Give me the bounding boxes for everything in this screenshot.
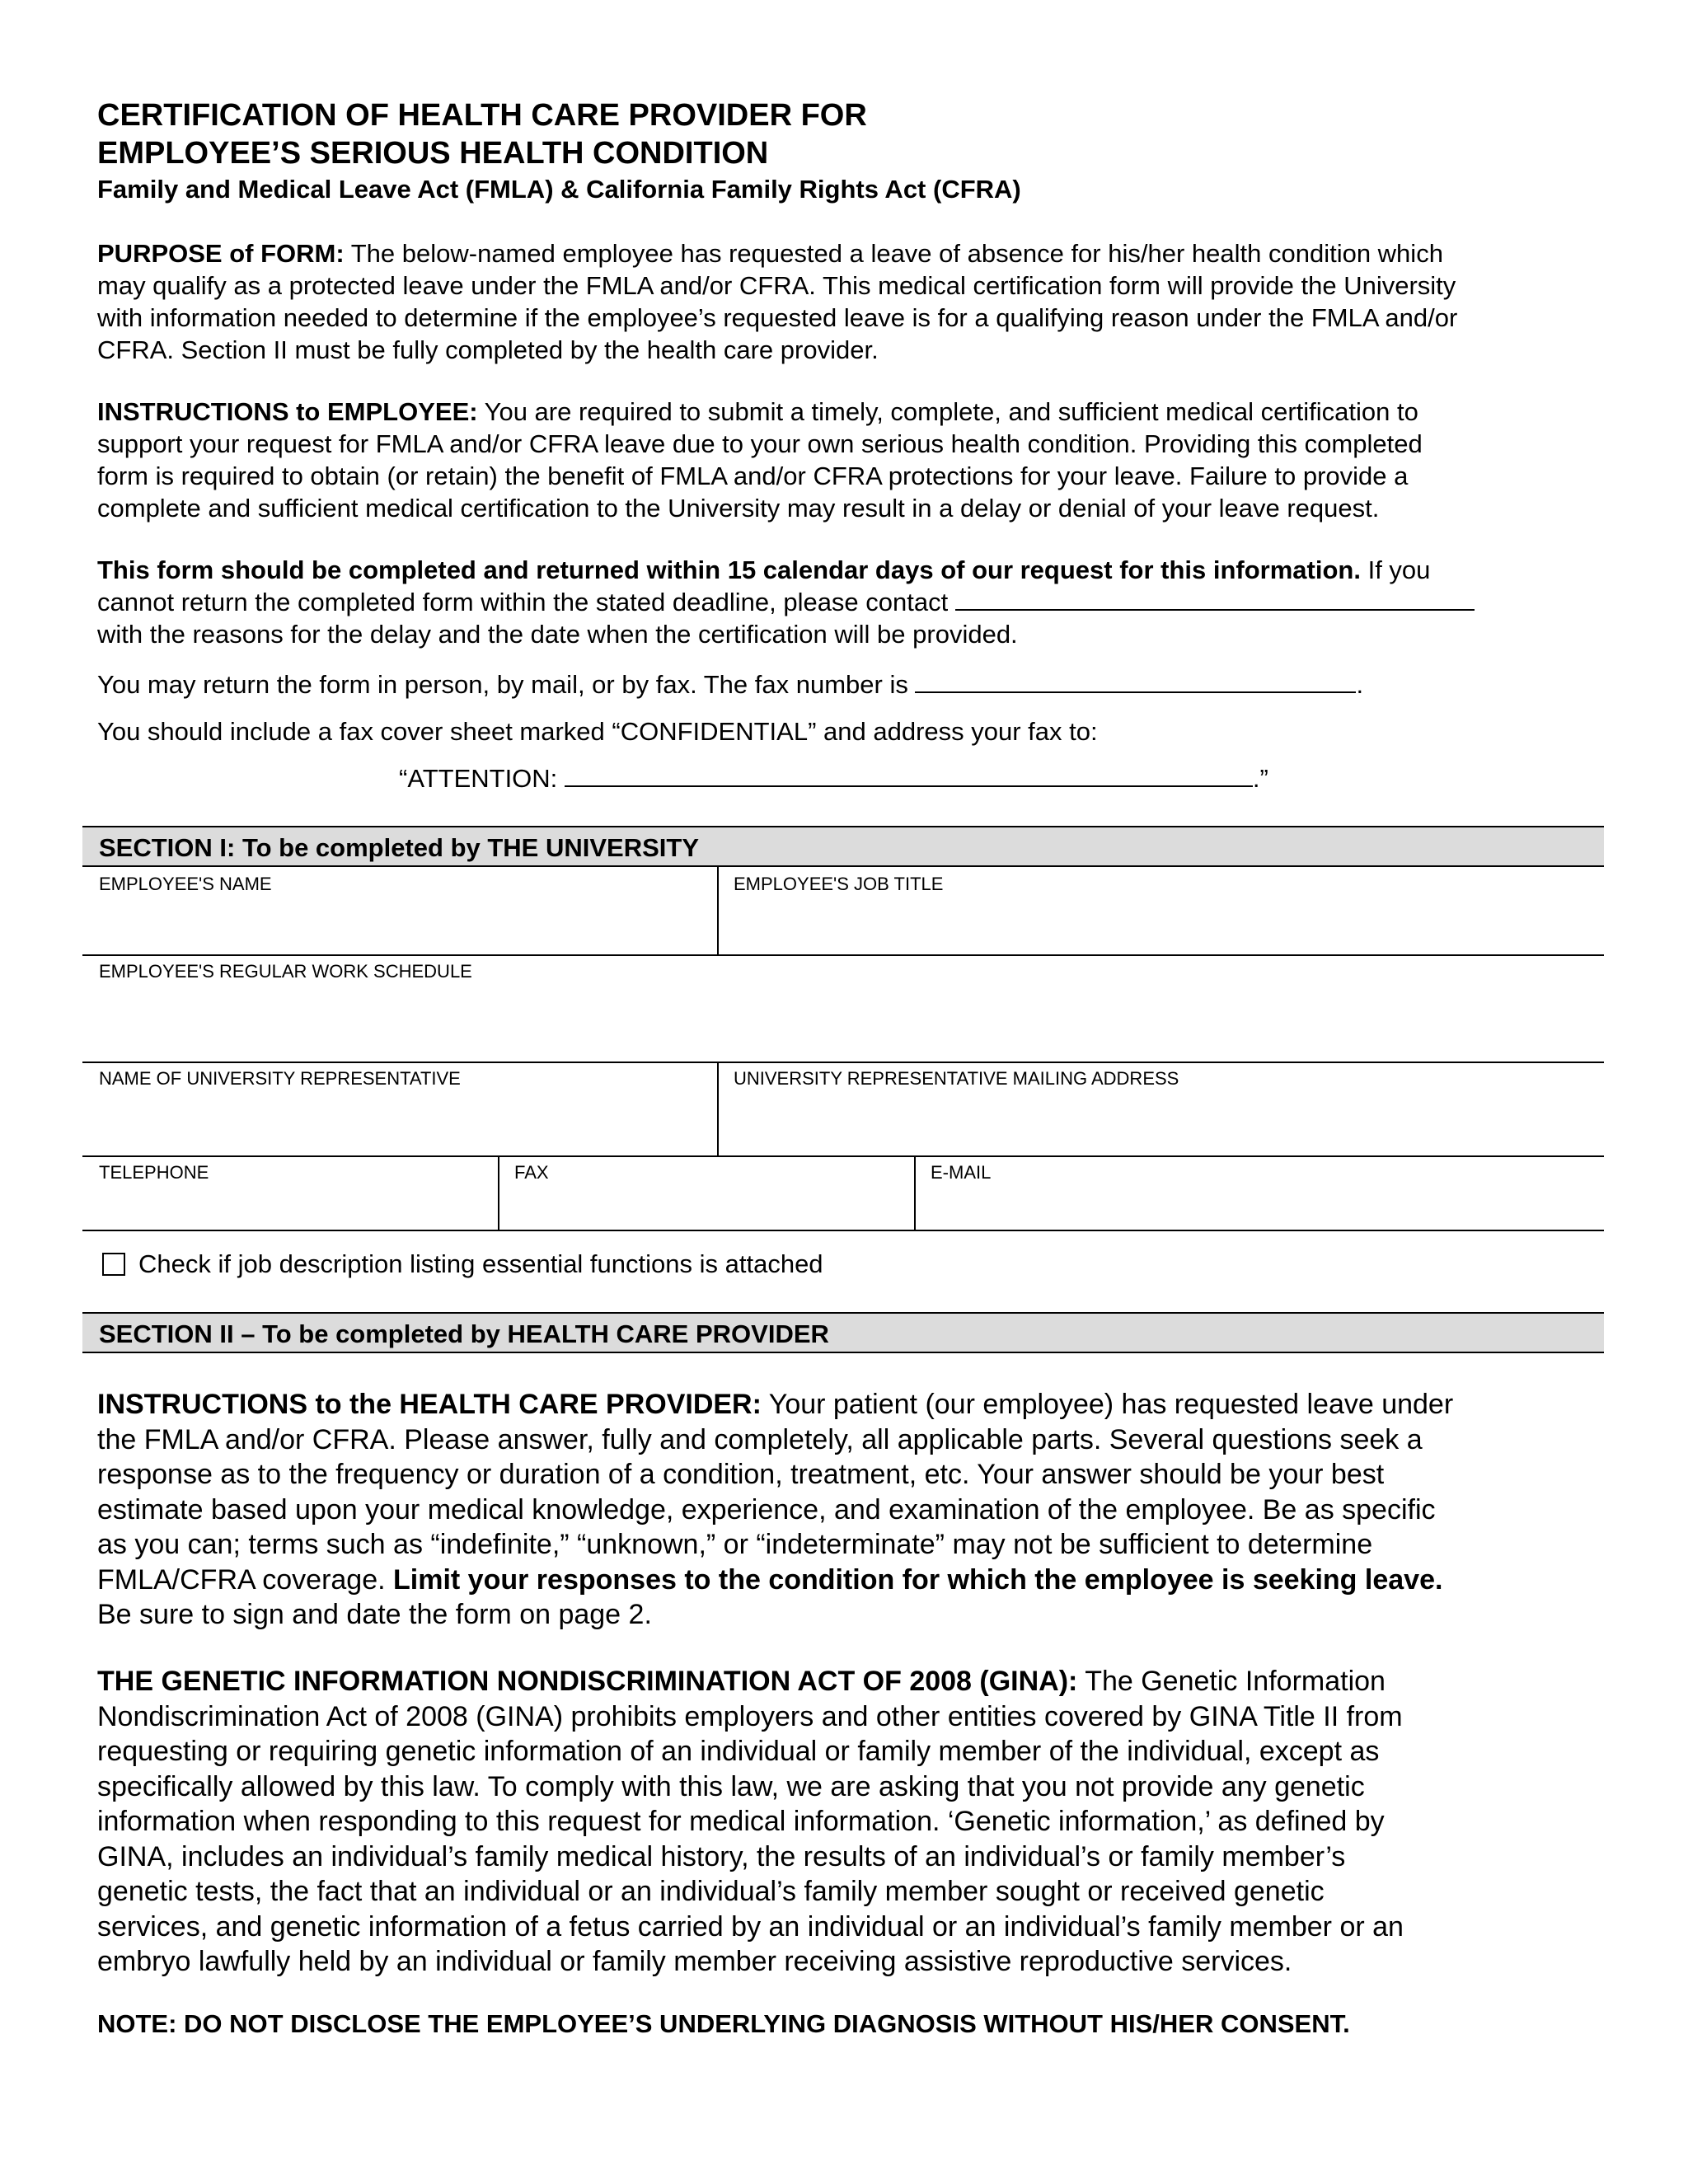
contact-blank-field[interactable] xyxy=(955,586,1475,611)
fax-return-line: You may return the form in person, by mail, or by fax. The fax number is . xyxy=(97,670,1364,699)
telephone-field[interactable] xyxy=(82,1187,496,1228)
rep-name-field[interactable] xyxy=(82,1093,715,1154)
section-2-heading: SECTION II – To be completed by HEALTH CARE PROVIDER xyxy=(82,1312,1604,1353)
instructions-employee-label: INSTRUCTIONS to EMPLOYEE: xyxy=(97,397,478,426)
purpose-label: PURPOSE of FORM: xyxy=(97,239,345,268)
form-title-line2: EMPLOYEE’S SERIOUS HEALTH CONDITION xyxy=(97,136,769,171)
gina-paragraph: THE GENETIC INFORMATION NONDISCRIMINATION ACT OF 2008 (GINA): The Genetic Information Nondiscrimination Act of 2008 (GINA) prohibits employers and other entities covered by GINA Title II from requesting or requiring genetic information of an individual or family member of the individual, except as specifically allowed by this law. To comply with this law, we are asking that you not provide any genetic information when responding to this request for medical information. ‘Genetic information,’ as defined by GINA, includes an individual’s family medical history, the results of an individual’s or family member’s genetic tests, the fact that an individual or an individual’s family member sought or received genetic services, and genetic information of a fetus carried by an individual or an individual’s family member or an embryo lawfully held by an individual or family member receiving assistive reproductive services. xyxy=(97,1666,1404,1977)
work-schedule-label: EMPLOYEE'S REGULAR WORK SCHEDULE xyxy=(99,961,472,982)
rep-address-field[interactable] xyxy=(720,1093,1602,1154)
form-title-line1: CERTIFICATION OF HEALTH CARE PROVIDER FOR xyxy=(97,98,867,133)
job-description-checkbox[interactable] xyxy=(102,1253,125,1276)
gina-label: THE GENETIC INFORMATION NONDISCRIMINATION ACT OF 2008 (GINA): xyxy=(97,1666,1078,1697)
deadline-paragraph: This form should be completed and returned within 15 calendar days of our request for this information. If you cannot return the completed form within the stated deadline, please contact with the reasons for the delay and the date when the certification will be provided. xyxy=(97,554,1581,650)
fax-field[interactable] xyxy=(501,1187,912,1228)
job-description-checkbox-label: Check if job description listing essential functions is attached xyxy=(138,1249,823,1278)
purpose-paragraph: PURPOSE of FORM: The below-named employee has requested a leave of absence for his/her health condition which may qualify as a protected leave under the FMLA and/or CFRA. This medical certification form will provide the University with information needed to determine if the employee’s requested leave is for a qualifying reason under the FMLA and/or CFRA. Section II must be fully completed by the health care provider. xyxy=(97,239,1458,364)
deadline-bold: This form should be completed and returned within 15 calendar days of our request for this information. xyxy=(97,555,1361,584)
form-subtitle: Family and Medical Leave Act (FMLA) & California Family Rights Act (CFRA) xyxy=(97,175,1021,204)
job-title-label: EMPLOYEE'S JOB TITLE xyxy=(734,874,944,894)
employee-name-label: EMPLOYEE'S NAME xyxy=(99,874,272,894)
note-text: NOTE: DO NOT DISCLOSE THE EMPLOYEE’S UNDERLYING DIAGNOSIS WITHOUT HIS/HER CONSENT. xyxy=(97,2009,1350,2038)
instructions-employee-paragraph: INSTRUCTIONS to EMPLOYEE: You are required to submit a timely, complete, and sufficient medical certification to support your request for FMLA and/or CFRA leave due to your own serious health condition. Providing this completed form is required to obtain (or retain) the benefit of FMLA and/or CFRA protections for your leave. Failure to provide a complete and sufficient medical certification to the University may result in a delay or denial of your leave request. xyxy=(97,397,1423,523)
rep-name-label: NAME OF UNIVERSITY REPRESENTATIVE xyxy=(99,1068,461,1089)
telephone-label: TELEPHONE xyxy=(99,1162,209,1183)
section-1-heading: SECTION I: To be completed by THE UNIVERSITY xyxy=(82,826,1604,867)
fax-label: FAX xyxy=(514,1162,549,1183)
rep-address-label: UNIVERSITY REPRESENTATIVE MAILING ADDRESS xyxy=(734,1068,1179,1089)
attention-line: “ATTENTION: .” xyxy=(399,764,1268,793)
instructions-provider-label: INSTRUCTIONS to the HEALTH CARE PROVIDER: xyxy=(97,1389,762,1420)
attention-blank-field[interactable] xyxy=(565,762,1253,787)
job-title-field[interactable] xyxy=(720,898,1602,953)
email-label: E-MAIL xyxy=(931,1162,992,1183)
email-field[interactable] xyxy=(917,1187,1602,1228)
cover-sheet-line: You should include a fax cover sheet marked “CONFIDENTIAL” and address your fax to: xyxy=(97,717,1098,746)
employee-name-field[interactable] xyxy=(82,898,715,953)
work-schedule-field[interactable] xyxy=(82,986,1604,1060)
fax-number-blank-field[interactable] xyxy=(915,668,1356,693)
instructions-provider-paragraph: INSTRUCTIONS to the HEALTH CARE PROVIDER: Your patient (our employee) has requested leave under the FMLA and/or CFRA. Please answer, fully and completely, all applicable parts. Several questions seek a response as to the frequency or duration of a condition, treatment, etc. Your answer should be your best estimate based upon your medical knowledge, experience, and examination of the employee. Be as specific as you can; terms such as “indefinite,” “unknown,” or “indeterminate” may not be sufficient to determine FMLA/CFRA coverage. Limit your responses to the condition for which the employee is seeking leave. Be sure to sign and date the form on page 2. xyxy=(97,1389,1454,1630)
